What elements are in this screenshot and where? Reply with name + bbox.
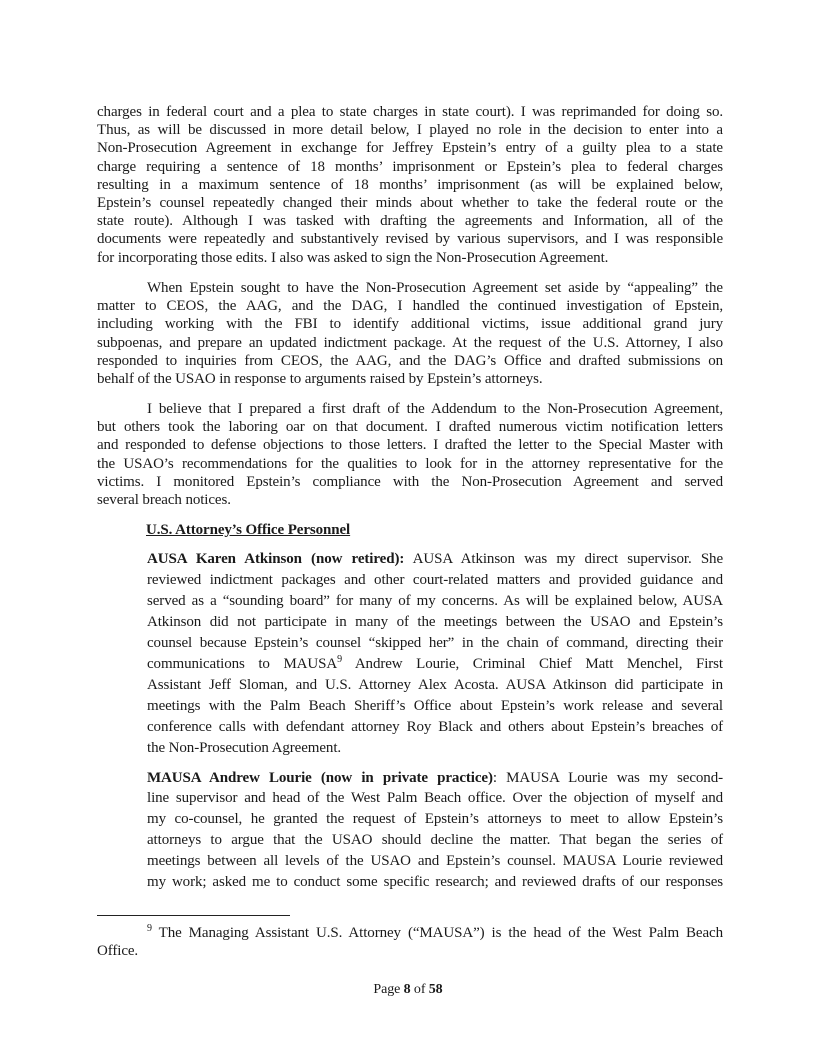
text-line: conference calls with defendant attorney Roy Black and others about Epstein’s breaches of — [147, 718, 723, 735]
text-line: line supervisor and head of the West Palm Beach office. Over the objection of myself and — [147, 790, 723, 807]
personnel-entry-atkinson — [147, 549, 723, 759]
entry-label: AUSA Karen Atkinson (now retired): — [147, 550, 405, 567]
text-line: resulting in a maximum sentence of 18 months’ imprisonment (as will be explained below, — [97, 176, 723, 193]
entry-text: communications to MAUSA — [147, 655, 338, 672]
entry-text: AUSA Atkinson was my direct supervisor. She — [404, 550, 724, 567]
text-line: but others took the laboring oar on that document. I drafted numerous victim notification letters — [97, 419, 723, 436]
text-line: Assistant Jeff Sloman, and U.S. Attorney Alex Acosta. AUSA Atkinson did participate in — [147, 676, 723, 693]
text-line: attorneys to argue that the USAO should decline the matter. That began the series of — [147, 831, 723, 848]
entry-label: MAUSA Andrew Lourie (now in private practice) — [147, 769, 493, 786]
page-of-label: of — [410, 982, 429, 997]
entry-line-footnote-ref — [147, 654, 723, 675]
footnote — [97, 924, 723, 960]
text-line: my work; asked me to conduct some specific research; and reviewed drafts of our responses — [147, 873, 723, 890]
section-heading: U.S. Attorney’s Office Personnel — [146, 522, 351, 538]
text-line: behalf of the USAO in response to arguments raised by Epstein’s attorneys. — [97, 370, 543, 387]
text-line: subpoenas, and prepare an updated indictment package. At the request of the U.S. Attorney, I also — [97, 334, 723, 351]
footnote-text: The Managing Assistant U.S. Attorney (“MAUSA”) is the head of the West Palm Beach — [151, 925, 723, 941]
text-line: for incorporating those edits. I also was asked to sign the Non-Prosecution Agreement. — [97, 249, 609, 266]
text-line: served as a “sounding board” for many of my concerns. As will be explained below, AUSA — [147, 592, 723, 609]
footnote-separator — [97, 915, 290, 916]
entry-first-line — [147, 768, 723, 789]
text-line: the Non-Prosecution Agreement. — [147, 739, 342, 756]
text-line: Non-Prosecution Agreement in exchange for Jeffrey Epstein’s entry of a guilty plea to a state — [97, 140, 723, 157]
text-line: meetings between all levels of the USAO and Epstein’s counsel. MAUSA Lourie reviewed — [147, 852, 723, 869]
text-line: charges in federal court and a plea to state charges in state court). I was reprimanded for doing so. — [97, 104, 723, 120]
text-line: including working with the FBI to identify additional victims, issue additional grand jury — [97, 316, 723, 333]
entry-first-line — [147, 549, 723, 570]
text-line: matter to CEOS, the AAG, and the DAG, I handled the continued investigation of Epstein, — [97, 298, 723, 315]
text-line: several breach notices. — [97, 491, 231, 508]
entry-text: : MAUSA Lourie was my second- — [492, 769, 724, 786]
text-line: victims. I monitored Epstein’s compliance with the Non-Prosecution Agreement and served — [97, 473, 723, 490]
entry-text: Andrew Lourie, Criminal Chief Matt Menchel, First — [342, 655, 723, 672]
footnote-line: Office. — [97, 943, 139, 959]
paragraph-appeal-investigation — [97, 279, 723, 388]
paragraph-role-summary — [97, 103, 723, 267]
text-line: Epstein’s counsel repeatedly changed their minds about whether to take the federal route or the — [97, 194, 723, 211]
current-page: 8 — [403, 982, 411, 997]
text-line: my co-counsel, he granted the request of Epstein’s attorneys to meet to allow Epstein’s — [147, 811, 723, 828]
footnote-line — [97, 924, 723, 942]
text-line: charge requiring a sentence of 18 months’ imprisonment or Epstein’s plea to federal charges — [97, 158, 723, 175]
text-line: counsel because Epstein’s counsel “skipped her” in the chain of command, directing their — [147, 634, 723, 651]
text-line: state route). Although I was tasked with drafting the agreements and Information, all of the — [97, 213, 723, 230]
total-pages: 58 — [428, 982, 443, 997]
text-line: I believe that I prepared a first draft of the Addendum to the Non-Prosecution Agreement, — [147, 401, 723, 417]
paragraph-addendum-and-notices — [97, 400, 723, 509]
text-line: Thus, as will be discussed in more detail below, I played no role in the decision to enter into a — [97, 122, 723, 139]
text-line: and responded to defense objections to those letters. I drafted the letter to the Special Master with — [97, 437, 723, 454]
page-label: Page — [373, 982, 404, 997]
text-line: reviewed indictment packages and other court-related matters and provided guidance and — [147, 571, 723, 588]
text-line: responded to inquiries from CEOS, the AAG, and the DAG’s Office and drafted submissions on — [97, 352, 723, 369]
text-line: Atkinson did not participate in many of the meetings between the USAO and Epstein’s — [147, 613, 723, 630]
footnote-reference[interactable]: 9 — [337, 653, 343, 665]
text-line: documents were repeatedly and substantively revised by various supervisors, and I was responsible — [97, 231, 723, 248]
page-number — [0, 981, 816, 999]
personnel-entry-lourie — [147, 768, 723, 893]
text-line: When Epstein sought to have the Non-Prosecution Agreement set aside by “appealing” the — [147, 280, 723, 296]
text-line: meetings with the Palm Beach Sheriff’s Office about Epstein’s work release and several — [147, 697, 723, 714]
footnote-number: 9 — [147, 923, 152, 934]
text-line: the USAO’s recommendations for the qualities to look for in the attorney representative for the — [97, 455, 723, 472]
